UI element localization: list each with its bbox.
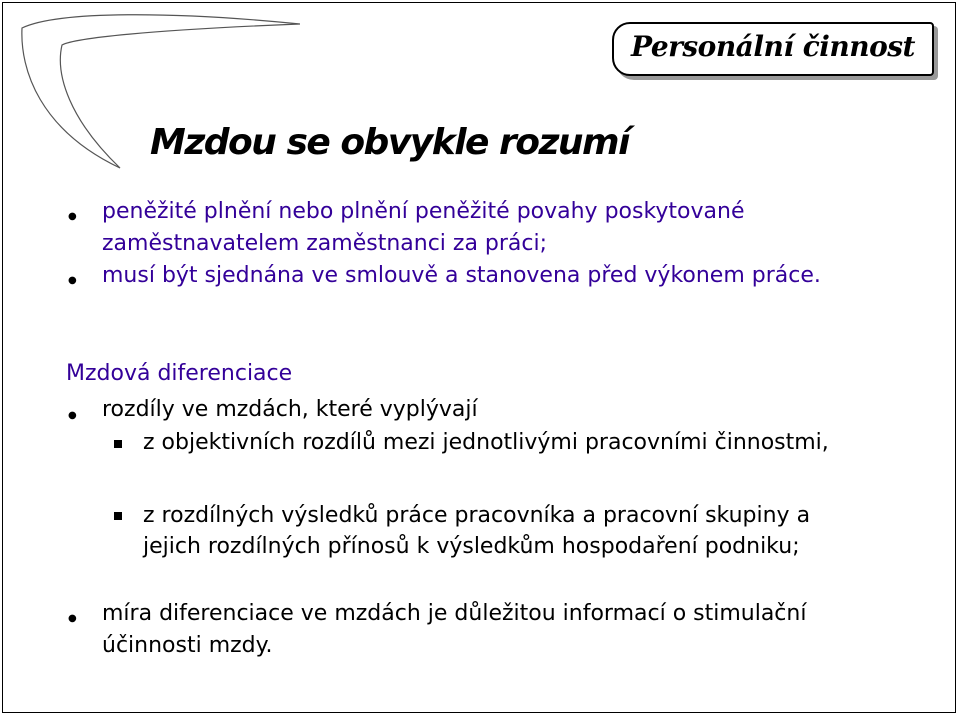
section-heading: Mzdová diferenciace xyxy=(66,361,293,386)
brand-label: Personální činnost xyxy=(631,30,915,63)
sub-item-text: z rozdílných výsledků práce pracovníka a pracovní skupiny a jejich rozdílných přínosů k výsledkům hospodaření podniku; xyxy=(143,503,811,559)
sub-item-text: z objektivních rozdílů mezi jednotlivými pracovními činnostmi, xyxy=(143,430,829,455)
square-bullet-icon xyxy=(114,440,122,448)
bullet-dot: ● xyxy=(68,211,77,222)
bullet-dot: ● xyxy=(68,275,77,286)
bullet-text: míra diferenciace ve mzdách je důležitou informací o stimulační účinnosti mzdy. xyxy=(102,601,807,658)
slide-title: Mzdou se obvykle rozumí xyxy=(150,122,629,163)
square-bullet-icon xyxy=(114,512,122,520)
brand-tab xyxy=(612,22,934,76)
bullet-text: musí být sjednána ve smlouvě a stanovena před výkonem práce. xyxy=(102,263,821,288)
bullet-text: peněžité plnění nebo plnění peněžité povahy poskytované zaměstnavatelem zaměstnanci za práci; xyxy=(102,199,745,256)
bullet-dot: ● xyxy=(68,613,77,624)
bullet-dot: ● xyxy=(68,410,77,421)
bullet-text: rozdíly ve mzdách, které vyplývají xyxy=(102,397,478,422)
